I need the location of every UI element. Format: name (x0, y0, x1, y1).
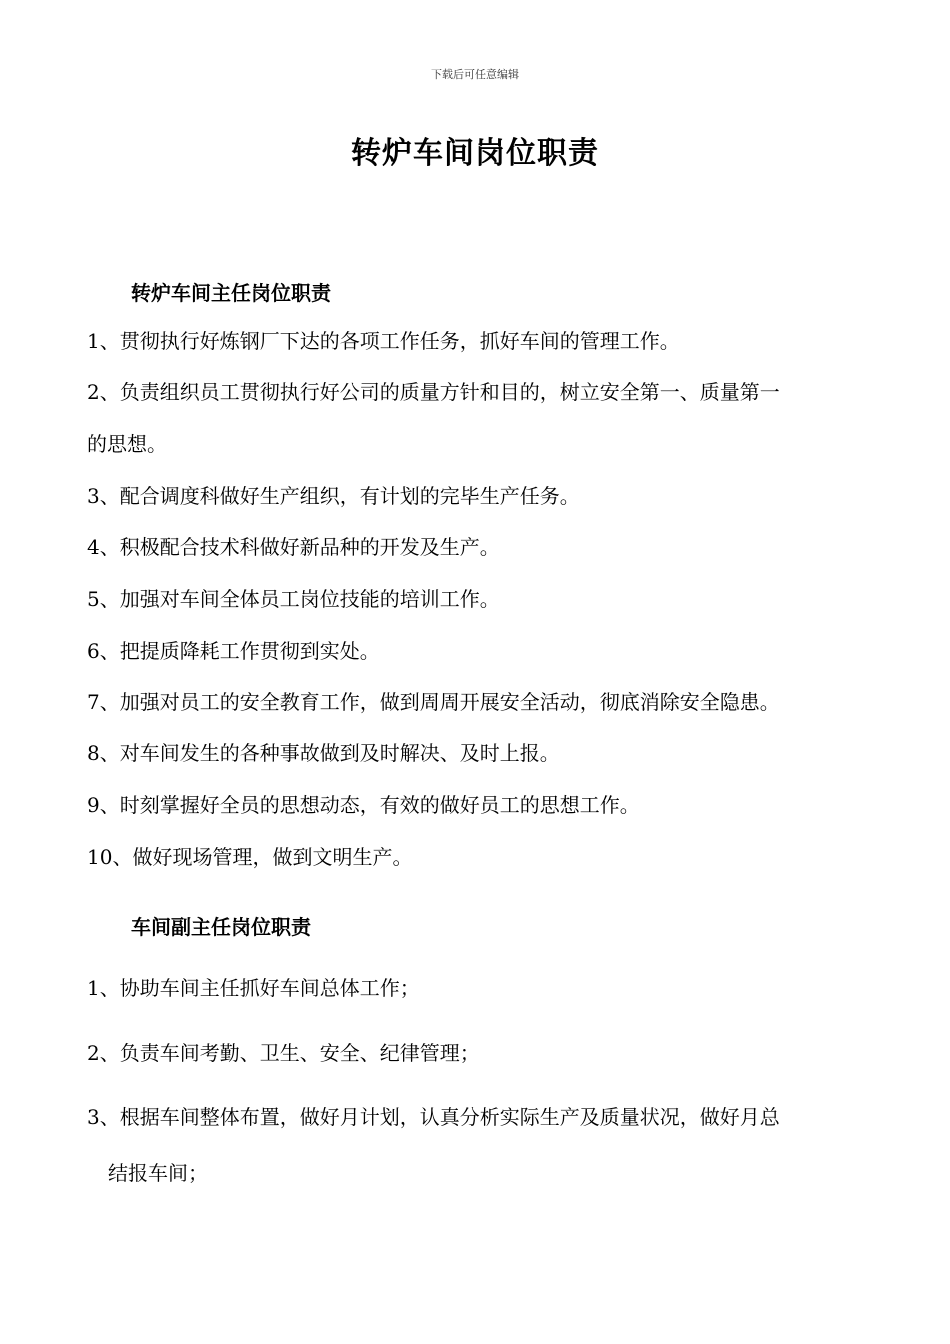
list-item: 10、做好现场管理，做到文明生产。 (87, 845, 413, 869)
list-item: 7、加强对员工的安全教育工作，做到周周开展安全活动，彻底消除安全隐患。 (87, 690, 780, 714)
list-item: 2、负责车间考勤、卫生、安全、纪律管理； (87, 1041, 480, 1065)
section-heading-deputy-director: 车间副主任岗位职责 (131, 915, 311, 939)
list-item-continuation: 的思想。 (87, 432, 167, 456)
header-note: 下载后可任意编辑 (431, 68, 519, 81)
list-item: 6、把提质降耗工作贯彻到实处。 (87, 639, 380, 663)
list-item: 1、贯彻执行好炼钢厂下达的各项工作任务，抓好车间的管理工作。 (87, 329, 680, 353)
list-item: 4、积极配合技术科做好新品种的开发及生产。 (87, 535, 500, 559)
list-item-continuation: 结报车间； (108, 1161, 208, 1185)
list-item: 3、配合调度科做好生产组织，有计划的完毕生产任务。 (87, 484, 580, 508)
section-heading-director: 转炉车间主任岗位职责 (131, 281, 331, 305)
list-item: 3、根据车间整体布置，做好月计划，认真分析实际生产及质量状况，做好月总 (87, 1105, 780, 1129)
list-item: 9、时刻掌握好全员的思想动态，有效的做好员工的思想工作。 (87, 793, 640, 817)
list-item: 2、负责组织员工贯彻执行好公司的质量方针和目的，树立安全第一、质量第一 (87, 380, 780, 404)
list-item: 5、加强对车间全体员工岗位技能的培训工作。 (87, 587, 500, 611)
list-item: 1、协助车间主任抓好车间总体工作； (87, 976, 420, 1000)
document-title: 转炉车间岗位职责 (351, 136, 599, 171)
list-item: 8、对车间发生的各种事故做到及时解决、及时上报。 (87, 741, 560, 765)
